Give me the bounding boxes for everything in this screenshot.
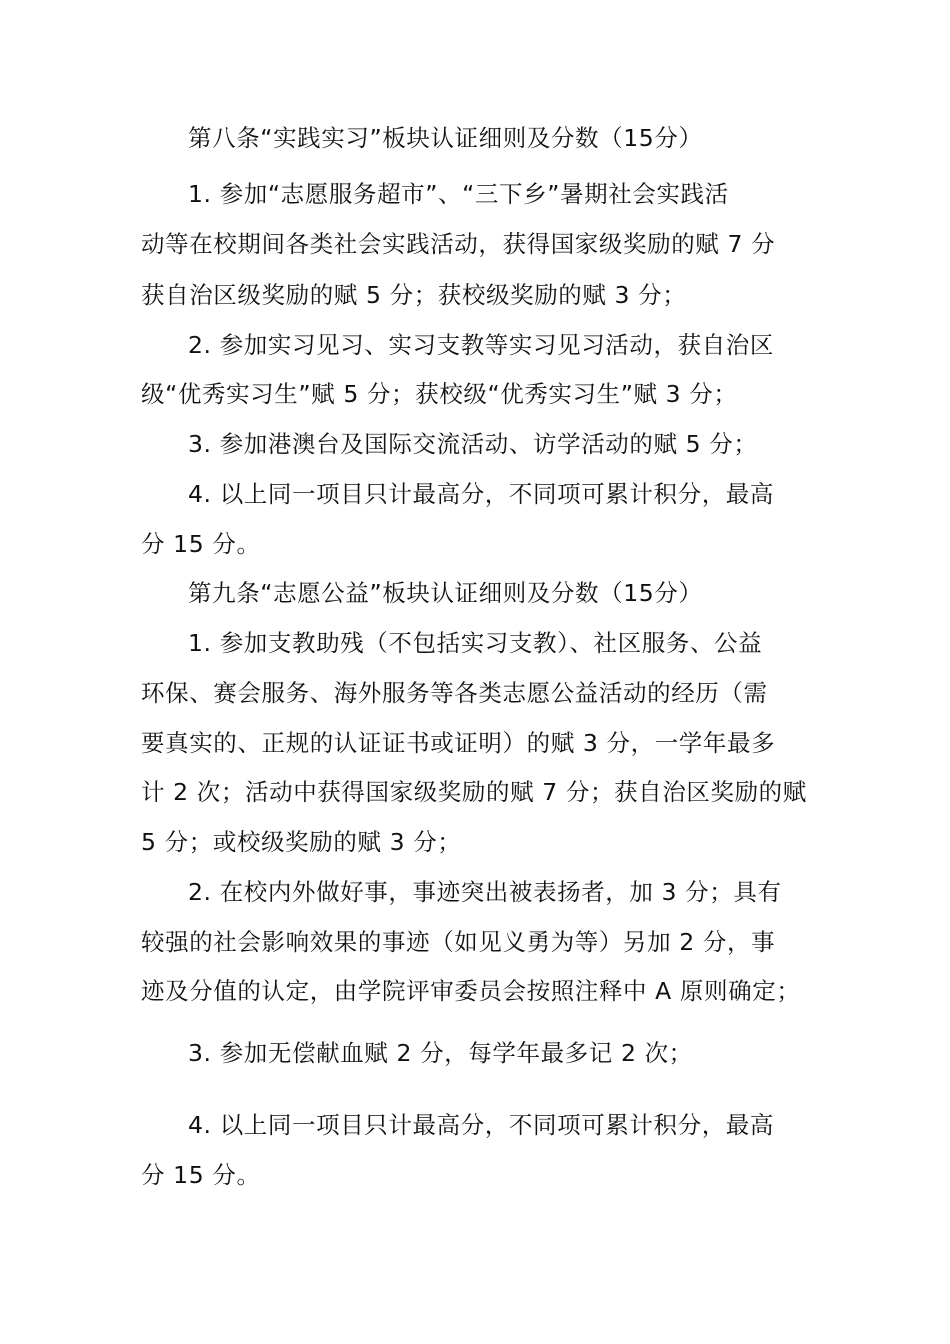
article-8-item-4-line-1: 4. 以上同一项目只计最高分，不同项可累计积分，最高 xyxy=(188,480,774,508)
article-9-heading: 第九条“志愿公益”板块认证细则及分数（15分） xyxy=(188,579,703,607)
article-8-item-4-line-2: 分 15 分。 xyxy=(141,530,261,558)
article-8-heading: 第八条“实践实习”板块认证细则及分数（15分） xyxy=(188,124,703,152)
article-9-item-1-line-3: 要真实的、正规的认证证书或证明）的赋 3 分，一学年最多 xyxy=(141,729,776,757)
article-8-item-3-line-1: 3. 参加港澳台及国际交流活动、访学活动的赋 5 分； xyxy=(188,430,758,458)
article-9-item-4-line-1: 4. 以上同一项目只计最高分，不同项可累计积分，最高 xyxy=(188,1111,774,1139)
article-9-item-1-line-1: 1. 参加支教助残（不包括实习支教）、社区服务、公益 xyxy=(188,629,763,657)
article-9-item-4-line-2: 分 15 分。 xyxy=(141,1161,261,1189)
article-8-item-1-line-2: 动等在校期间各类社会实践活动，获得国家级奖励的赋 7 分 xyxy=(141,230,776,258)
article-8-item-2-line-2: 级“优秀实习生”赋 5 分；获校级“优秀实习生”赋 3 分； xyxy=(141,380,738,408)
article-9-item-1-line-2: 环保、赛会服务、海外服务等各类志愿公益活动的经历（需 xyxy=(141,679,768,707)
article-9-item-2-line-2: 较强的社会影响效果的事迹（如见义勇为等）另加 2 分，事 xyxy=(141,928,776,956)
article-9-item-2-line-1: 2. 在校内外做好事，事迹突出被表扬者，加 3 分；具有 xyxy=(188,878,782,906)
article-8-item-1-line-3: 获自治区级奖励的赋 5 分；获校级奖励的赋 3 分； xyxy=(141,281,687,309)
article-8-item-2-line-1: 2. 参加实习见习、实习支教等实习见习活动，获自治区 xyxy=(188,331,774,359)
article-9-item-1-line-4: 计 2 次；活动中获得国家级奖励的赋 7 分；获自治区奖励的赋 xyxy=(141,778,807,806)
article-9-item-3-line-1: 3. 参加无偿献血赋 2 分，每学年最多记 2 次； xyxy=(188,1039,693,1067)
article-9-item-2-line-3: 迹及分值的认定，由学院评审委员会按照注释中 A 原则确定； xyxy=(141,977,801,1005)
article-9-item-1-line-5: 5 分；或校级奖励的赋 3 分； xyxy=(141,828,462,856)
article-8-item-1-line-1: 1. 参加“志愿服务超市”、“三下乡”暑期社会实践活 xyxy=(188,180,729,208)
